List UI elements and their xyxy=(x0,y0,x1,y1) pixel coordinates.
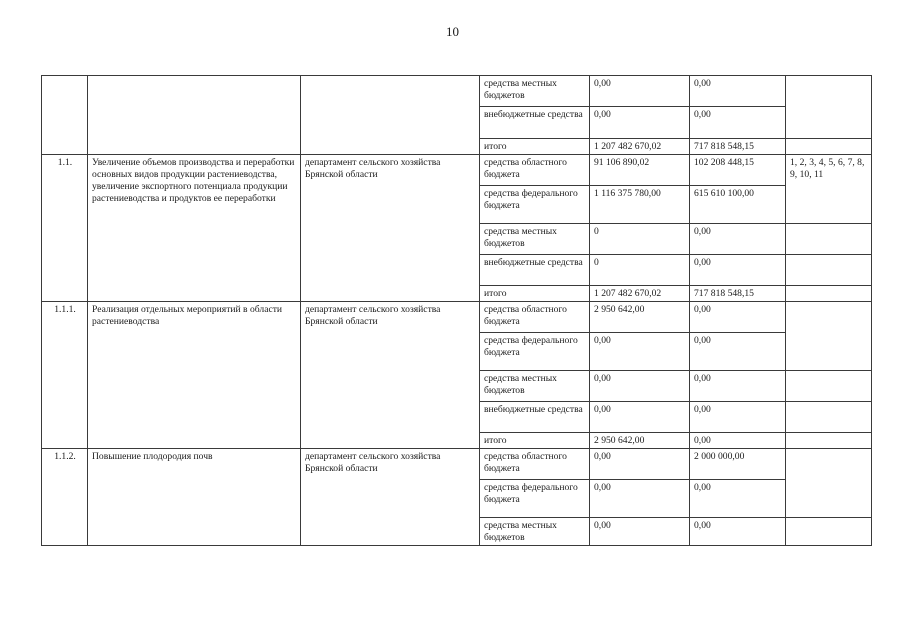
table-row xyxy=(42,76,872,107)
funding-source: средства местных бюджетов xyxy=(480,76,590,107)
funding-source: средства федерального бюджета xyxy=(480,333,590,371)
funding-source: итого xyxy=(480,433,590,449)
amount-year-2: 0,00 xyxy=(690,433,786,449)
indicator-refs-blank xyxy=(786,371,872,402)
funding-source: внебюджетные средства xyxy=(480,255,590,286)
amount-year-2: 0,00 xyxy=(690,224,786,255)
indicator-refs-blank xyxy=(786,255,872,286)
funding-source: средства федерального бюджета xyxy=(480,186,590,224)
amount-year-1: 0,00 xyxy=(590,518,690,546)
amount-year-1: 0,00 xyxy=(590,371,690,402)
amount-year-2: 0,00 xyxy=(690,480,786,518)
indicator-refs xyxy=(786,302,872,371)
item-number: 1.1.1. xyxy=(42,302,88,449)
amount-year-2: 0,00 xyxy=(690,302,786,333)
amount-year-1: 0,00 xyxy=(590,76,690,107)
page-number: 10 xyxy=(446,24,459,39)
measure-name: Реализация отдельных мероприятий в области растениеводства xyxy=(88,302,301,449)
amount-year-1: 1 207 482 670,02 xyxy=(590,286,690,302)
indicator-refs xyxy=(786,76,872,139)
measure-name: Повышение плодородия почв xyxy=(88,449,301,546)
amount-year-1: 0,00 xyxy=(590,333,690,371)
indicator-refs-blank xyxy=(786,518,872,546)
amount-year-2: 0,00 xyxy=(690,402,786,433)
budget-table-body xyxy=(42,76,872,546)
item-number xyxy=(42,76,88,155)
amount-year-2: 615 610 100,00 xyxy=(690,186,786,224)
amount-year-2: 102 208 448,15 xyxy=(690,155,786,186)
amount-year-2: 0,00 xyxy=(690,76,786,107)
amount-year-1: 1 116 375 780,00 xyxy=(590,186,690,224)
indicator-refs xyxy=(786,449,872,518)
executor-name xyxy=(301,76,480,155)
measure-name xyxy=(88,76,301,155)
indicator-refs-blank xyxy=(786,286,872,302)
measure-name: Увеличение объемов производства и переработки основных видов продукции растениеводства, увеличение экспортного потенциала продукции растениеводства и продуктов ее переработки xyxy=(88,155,301,302)
amount-year-1: 0,00 xyxy=(590,402,690,433)
funding-source: внебюджетные средства xyxy=(480,107,590,139)
amount-year-2: 0,00 xyxy=(690,518,786,546)
amount-year-2: 0,00 xyxy=(690,371,786,402)
amount-year-2: 0,00 xyxy=(690,107,786,139)
table-row xyxy=(42,449,872,480)
funding-source: средства федерального бюджета xyxy=(480,480,590,518)
amount-year-1: 0,00 xyxy=(590,107,690,139)
amount-year-1: 0 xyxy=(590,255,690,286)
indicator-refs-blank xyxy=(786,433,872,449)
funding-source: средства областного бюджета xyxy=(480,155,590,186)
executor-name: департамент сельского хозяйства Брянской области xyxy=(301,449,480,546)
funding-source: средства областного бюджета xyxy=(480,302,590,333)
indicator-refs-blank xyxy=(786,139,872,155)
amount-year-2: 2 000 000,00 xyxy=(690,449,786,480)
amount-year-1: 91 106 890,02 xyxy=(590,155,690,186)
amount-year-1: 2 950 642,00 xyxy=(590,433,690,449)
indicator-refs-blank xyxy=(786,402,872,433)
amount-year-2: 0,00 xyxy=(690,255,786,286)
executor-name: департамент сельского хозяйства Брянской области xyxy=(301,155,480,302)
executor-name: департамент сельского хозяйства Брянской области xyxy=(301,302,480,449)
indicator-refs-blank xyxy=(786,224,872,255)
amount-year-2: 717 818 548,15 xyxy=(690,139,786,155)
funding-source: итого xyxy=(480,139,590,155)
amount-year-1: 2 950 642,00 xyxy=(590,302,690,333)
item-number: 1.1. xyxy=(42,155,88,302)
amount-year-2: 0,00 xyxy=(690,333,786,371)
amount-year-1: 0 xyxy=(590,224,690,255)
funding-source: средства местных бюджетов xyxy=(480,224,590,255)
funding-source: средства областного бюджета xyxy=(480,449,590,480)
amount-year-1: 0,00 xyxy=(590,480,690,518)
amount-year-1: 0,00 xyxy=(590,449,690,480)
amount-year-2: 717 818 548,15 xyxy=(690,286,786,302)
table-row xyxy=(42,155,872,186)
funding-source: внебюджетные средства xyxy=(480,402,590,433)
funding-source: средства местных бюджетов xyxy=(480,518,590,546)
funding-source: средства местных бюджетов xyxy=(480,371,590,402)
item-number: 1.1.2. xyxy=(42,449,88,546)
indicator-refs: 1, 2, 3, 4, 5, 6, 7, 8, 9, 10, 11 xyxy=(786,155,872,224)
table-row xyxy=(42,302,872,333)
amount-year-1: 1 207 482 670,02 xyxy=(590,139,690,155)
budget-table xyxy=(41,75,872,546)
funding-source: итого xyxy=(480,286,590,302)
